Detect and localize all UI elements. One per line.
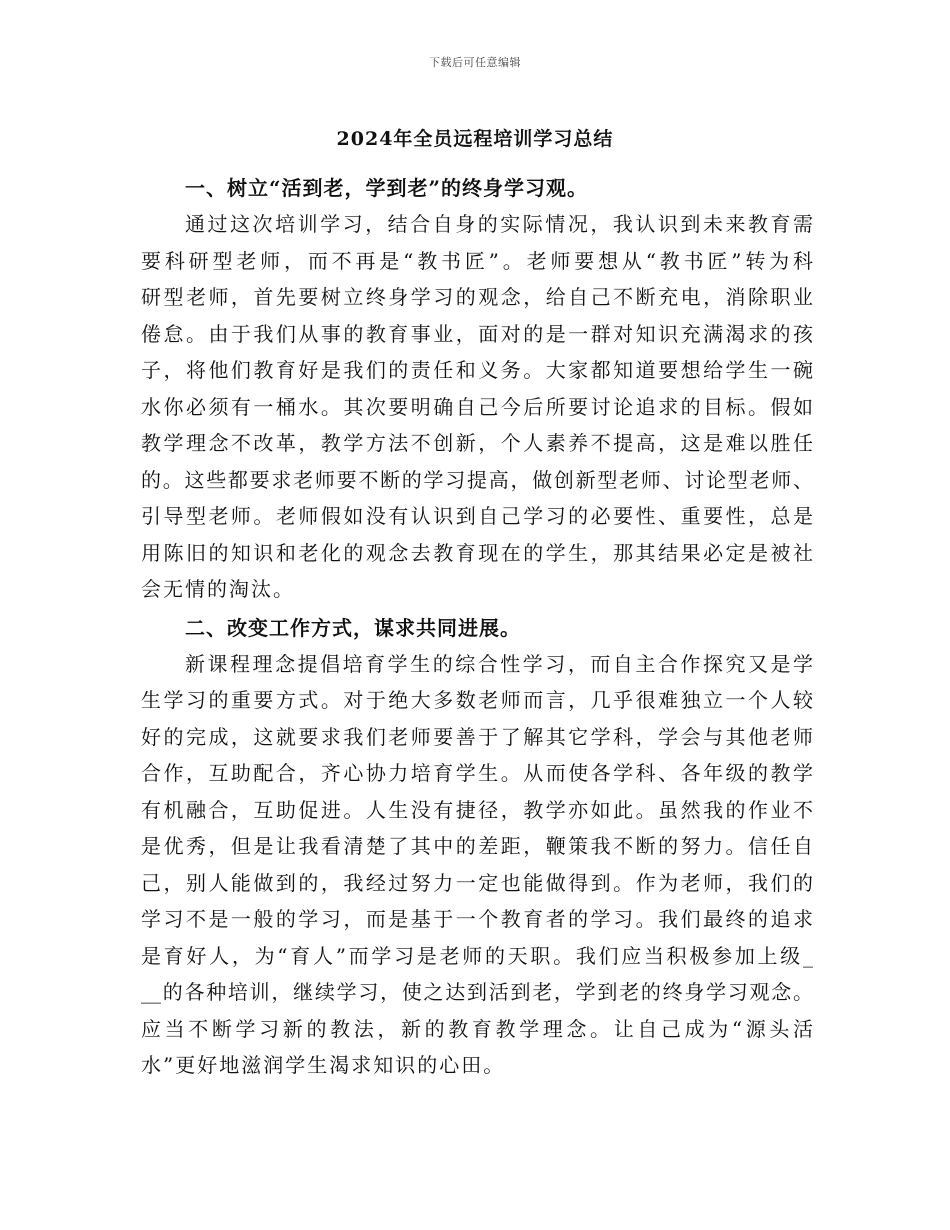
paragraph-line: 引导型老师。老师假如没有认识到自己学习的必要性、重要性，总是 (141, 504, 813, 528)
section-1-paragraph (141, 206, 813, 608)
paragraph-line: __的各种培训，继续学习，使之达到活到老，学到老的终身学习观念。 (141, 980, 813, 1004)
paragraph-line: 好的完成，这就要求我们老师要善于了解其它学科，学会与其他老师 (141, 724, 813, 749)
paragraph-line: 己，别人能做到的，我经过努力一定也能做得到。作为老师，我们的 (141, 870, 813, 895)
paragraph-line: 倦怠。由于我们从事的教育事业，面对的是一群对知识充满渴求的孩 (141, 321, 813, 346)
paragraph-line: 学习不是一般的学习，而是基于一个教育者的学习。我们最终的追求 (141, 907, 813, 931)
header-note: 下载后可任意编辑 (429, 56, 521, 69)
paragraph-line: 是育好人，为“育人”而学习是老师的天职。我们应当积极参加上级_ (141, 943, 813, 968)
paragraph-line: 应当不断学习新的教法，新的教育教学理念。让自己成为“源头活 (141, 1016, 813, 1041)
paragraph-line: 水”更好地滋润学生渴求知识的心田。 (141, 1053, 506, 1077)
section-1-heading: 一、树立“活到老，学到老”的终身学习观。 (185, 176, 589, 200)
paragraph-line: 用陈旧的知识和老化的观念去教育现在的学生，那其结果必定是被社 (141, 540, 813, 565)
section-1 (141, 170, 813, 608)
paragraph-line: 新课程理念提倡培育学生的综合性学习，而自主合作探究又是学 (185, 651, 813, 676)
document-title: 2024年全员远程培训学习总结 (336, 128, 614, 150)
section-2-heading: 二、改变工作方式，谋求共同进展。 (185, 615, 521, 640)
paragraph-line: 研型老师，首先要树立终身学习的观念，给自己不断充电，消除职业 (141, 285, 813, 309)
paragraph-line: 的。这些都要求老师要不断的学习提高，做创新型老师、讨论型老师、 (141, 467, 813, 492)
paragraph-line: 合作，互助配合，齐心协力培育学生。从而使各学科、各年级的教学 (141, 761, 813, 785)
section-2-paragraph (141, 646, 813, 1084)
paragraph-line: 子，将他们教育好是我们的责任和义务。大家都知道要想给学生一碗 (141, 358, 813, 382)
paragraph-line: 教学理念不改革，教学方法不创新，个人素养不提高，这是难以胜任 (141, 431, 813, 455)
paragraph-line: 通过这次培训学习，结合自身的实际情况，我认识到未来教育需 (185, 212, 813, 236)
paragraph-line: 是优秀，但是让我看清楚了其中的差距，鞭策我不断的努力。信任自 (141, 834, 813, 858)
section-2 (141, 610, 813, 1084)
paragraph-line: 生学习的重要方式。对于绝大多数老师而言，几乎很难独立一个人较 (141, 688, 813, 712)
paragraph-line: 要科研型老师，而不再是“教书匠”。老师要想从“教书匠”转为科 (141, 248, 813, 273)
paragraph-line: 水你必须有一桶水。其次要明确自己今后所要讨论追求的目标。假如 (141, 394, 813, 419)
document-body (141, 170, 813, 1084)
paragraph-line: 会无情的淘汰。 (141, 577, 295, 601)
paragraph-line: 有机融合，互助促进。人生没有捷径，教学亦如此。虽然我的作业不 (141, 797, 813, 822)
